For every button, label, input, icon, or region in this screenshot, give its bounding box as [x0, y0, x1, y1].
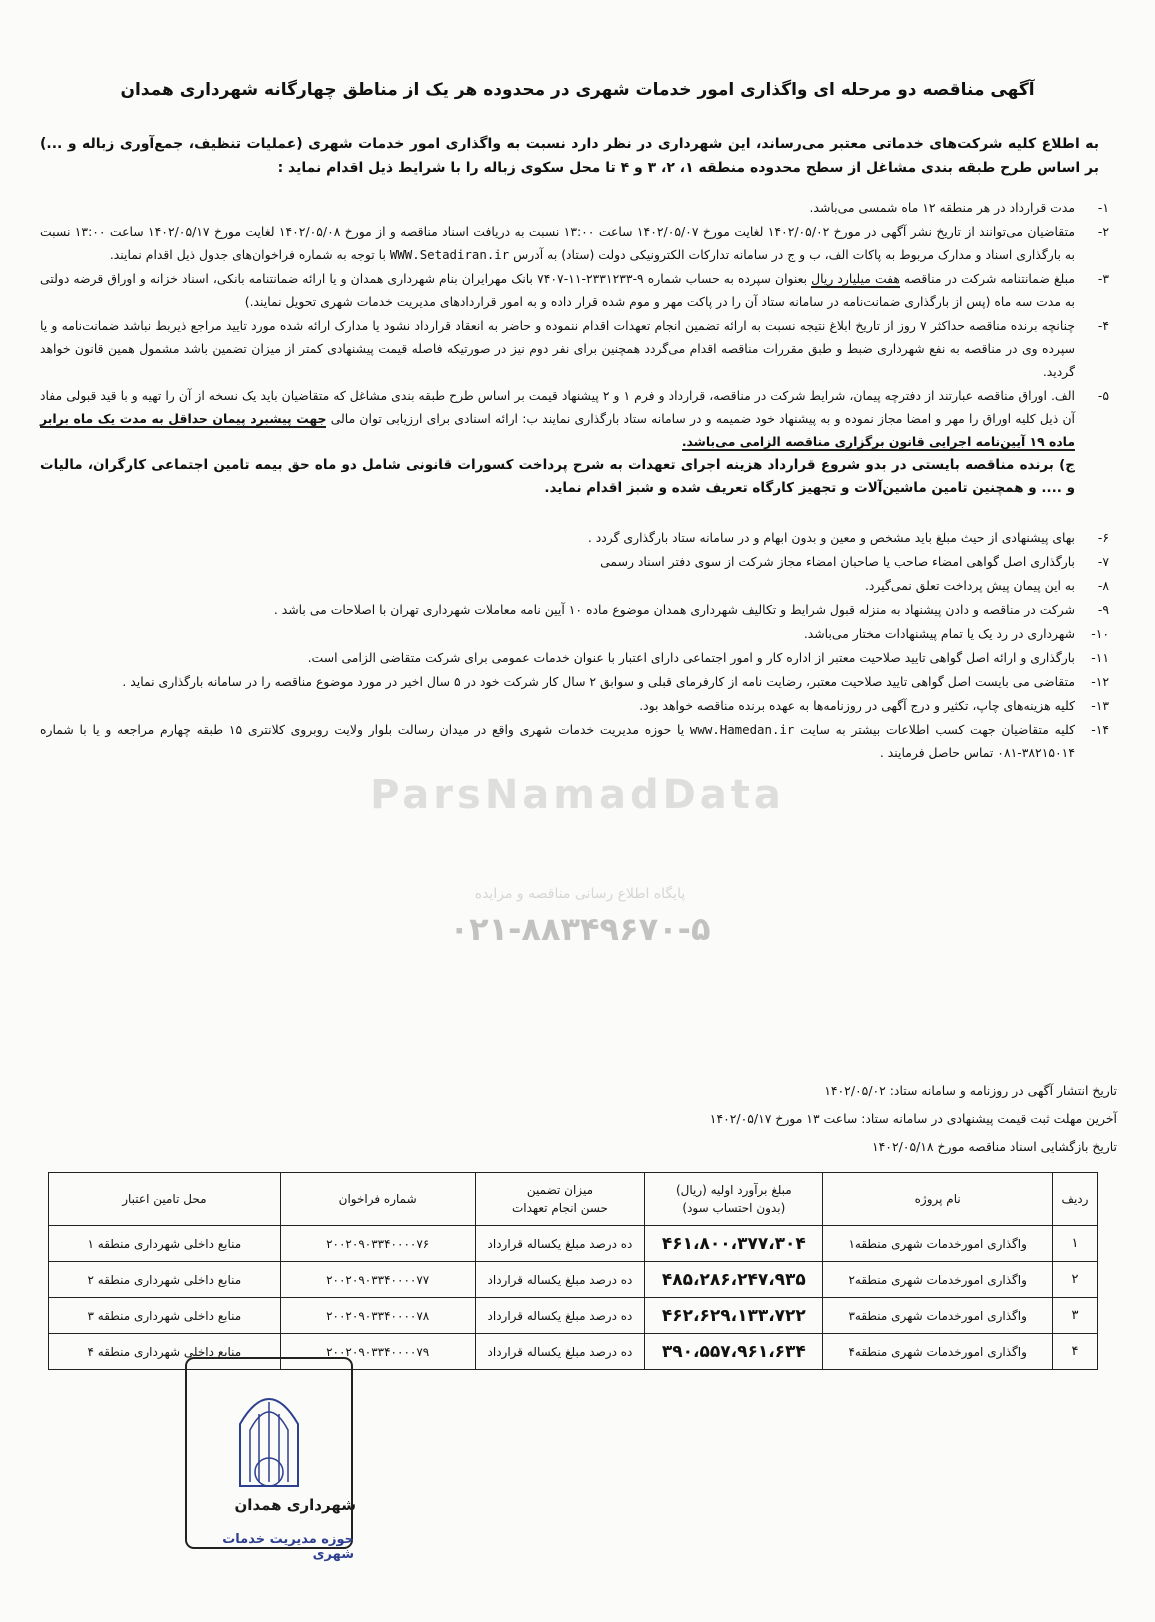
condition-item: [40, 574, 1109, 597]
cell-call-number: ۲۰۰۲۰۹۰۳۳۴۰۰۰۰۷۸: [280, 1298, 475, 1334]
watermark-brand: ParsNamadData: [370, 772, 785, 818]
notice-title: آگهی مناقصه دو مرحله ای واگذاری امور خدمات شهری در محدوده هر یک از مناطق چهارگانه شهرداری همدان: [120, 80, 1035, 100]
table-row: [49, 1298, 1098, 1334]
watermark-phone: ۰۲۱-۸۸۳۴۹۶۷۰-۵: [449, 910, 711, 948]
cell-project: واگذاری امورخدمات شهری منطقه۴: [823, 1334, 1053, 1370]
condition-item: [40, 526, 1109, 549]
condition-text: بارگذاری اصل گواهی امضاء صاحب یا صاحبان امضاء مجاز شرکت از سوی دفتر اسناد رسمی: [600, 554, 1075, 569]
condition-number: ۱۳-: [1091, 698, 1109, 713]
financial-requirement: جهت پیشبرد پیمان حداقل به مدت یک ماه برابر ماده ۱۹ آیین‌نامه اجرایی قانون برگزاری مناقصه الزامی می‌باشد.: [40, 411, 1075, 449]
stamp-emblem-icon: [180, 1354, 358, 1554]
cell-call-number: ۲۰۰۲۰۹۰۳۳۴۰۰۰۰۷۹: [280, 1334, 475, 1370]
cell-funding: منابع داخلی شهرداری منطقه ۱: [49, 1226, 281, 1262]
cell-funding: منابع داخلی شهرداری منطقه ۴: [49, 1334, 281, 1370]
projects-table: [48, 1172, 1098, 1370]
cell-call-number: ۲۰۰۲۰۹۰۳۳۴۰۰۰۰۷۷: [280, 1262, 475, 1298]
table-row: [49, 1262, 1098, 1298]
condition-text: چنانچه برنده مناقصه حداکثر ۷ روز از تاریخ ابلاغ نتیجه نسبت به ارائه تضمین انجام تعهدات اقدام ننموده و حاضر به انعقاد قرارداد نشود یا مدارک ارائه شده مورد تایید مراجع ذیربط نباشد ضمانت‌نامه و یا سپرده وی در مناقصه به نفع شهرداری ضبط و طبق مقررات مناقصه اقدام می‌گردد همچنین برای نفر دوم نیز در صورتیکه فاصله قیمت پیشنهادی کمتر از میزان تضمین باشد مشمول همین قانون خواهد گردید.: [40, 318, 1075, 379]
conditions-list: [40, 196, 1109, 765]
condition-text-after: بعنوان سپرده به حساب شماره ۹-۲۳۳۱۲۳۳-۱۱-۷۴۰۷ بانک مهرایران بنام شهرداری همدان و یا ارائه ضمانتنامه بانکی، اسناد خزانه و اوراق قرضه دولتی به مدت سه ماه (پس از بارگذاری ضمانت‌نامه در سامانه ستاد آن را در پاکت مهر و موم شده قرار داده و به امور قراردادهای مدیریت خدمات شهری تحویل نمایند.): [40, 271, 1075, 309]
cell-funding: منابع داخلی شهرداری منطقه ۳: [49, 1298, 281, 1334]
cell-estimate: ۴۸۵،۲۸۶،۲۴۷،۹۳۵: [645, 1262, 823, 1298]
condition-text: ج) برنده مناقصه بایستی در بدو شروع قرارداد هزینه اجرای تعهدات به شرح پرداخت کسورات قانونی شامل دو ماه حق بیمه تامین اجتماعی کارگران، مالیات و .... و همچنین تامین ماشین‌آلات و تجهیز کارگاه تعریف شده و شبز اقدام نماید.: [40, 457, 1075, 496]
condition-text: بهای پیشنهادی از حیث مبلغ باید مشخص و معین و بدون ابهام و در سامانه ستاد بارگذاری گردد .: [587, 530, 1075, 545]
condition-text: مبلغ ضمانتنامه شرکت در مناقصه: [904, 271, 1075, 286]
condition-text: شرکت در مناقصه و دادن پیشنهاد به منزله قبول شرایط و تکالیف شهرداری همدان موضوع ماده ۱۰ آیین نامه معاملات شهرداری تهران با اصلاحات می باشد .: [273, 602, 1075, 617]
cell-guarantee: ده درصد مبلغ یکساله قرارداد: [475, 1334, 645, 1370]
condition-text: مدت قرارداد در هر منطقه ۱۲ ماه شمسی می‌باشد.: [809, 200, 1075, 215]
key-dates: [40, 1077, 1117, 1161]
header-call-number: شماره فراخوان: [280, 1173, 475, 1226]
cell-project: واگذاری امورخدمات شهری منطقه۳: [823, 1298, 1053, 1334]
cell-estimate: ۳۹۰،۵۵۷،۹۶۱،۶۳۴: [645, 1334, 823, 1370]
condition-item: [40, 694, 1109, 717]
header-estimate-label: مبلغ برآورد اولیه (ریال): [675, 1183, 792, 1197]
header-estimate-note: (بدون احتساب سود): [682, 1201, 786, 1215]
condition-item: [40, 718, 1109, 764]
condition-item: [40, 550, 1109, 573]
condition-number: ۱۴-: [1091, 722, 1109, 737]
condition-item: [40, 196, 1109, 219]
cell-estimate: ۴۶۱،۸۰۰،۳۷۷،۳۰۴: [645, 1226, 823, 1262]
header-guarantee-label: میزان تضمین: [526, 1183, 593, 1197]
condition-item: [40, 670, 1109, 693]
condition-text: به این پیمان پیش پرداخت تعلق نمی‌گیرد.: [864, 578, 1075, 593]
condition-text: کلیه متقاضیان جهت کسب اطلاعات بیشتر به سایت: [800, 722, 1075, 737]
condition-number: [1075, 454, 1109, 500]
condition-text: متقاضی می بایست اصل گواهی تایید صلاحیت معتبر، رضایت نامه از کارفرمای قبلی و سوابق ۲ سال کار شرکت خود در ۵ سال اخیر در مورد موضوع مناقصه را در سامانه بارگذاری نماید .: [122, 674, 1075, 689]
publish-date: تاریخ انتشار آگهی در روزنامه و سامانه ستاد: ۱۴۰۲/۰۵/۰۲: [824, 1083, 1117, 1098]
condition-number: ۳-: [1097, 271, 1109, 286]
condition-item: [40, 384, 1109, 453]
condition-item: [40, 220, 1109, 266]
condition-number: ۶-: [1097, 530, 1109, 545]
condition-number: ۱۰-: [1091, 626, 1109, 641]
condition-number: ۹-: [1097, 602, 1109, 617]
stamp-org-name: شهرداری همدان: [234, 1496, 356, 1514]
condition-text: کلیه هزینه‌های چاپ، تکثیر و درج آگهی در روزنامه‌ها به عهده برنده مناقصه خواهد بود.: [639, 698, 1075, 713]
condition-number: ۵-: [1097, 388, 1109, 403]
condition-text: بارگذاری و ارائه اصل گواهی تایید صلاحیت معتبر از اداره کار و امور اجتماعی دارای اعتبار با عنوان خدمات عمومی برای شرکت متقاضی الزامی است.: [307, 650, 1075, 665]
condition-number: ۷-: [1097, 554, 1109, 569]
header-guarantee: [475, 1173, 645, 1226]
cell-project: واگذاری امورخدمات شهری منطقه۱: [823, 1226, 1053, 1262]
cell-row-number: ۴: [1053, 1334, 1098, 1370]
condition-text: شهرداری در رد یک یا تمام پیشنهادات مختار می‌باشد.: [803, 626, 1075, 641]
condition-text-after: با توجه به شماره فراخوان‌های جدول ذیل اقدام نمایند.: [109, 247, 386, 262]
table-header-row: [49, 1173, 1098, 1226]
condition-item: [40, 646, 1109, 669]
watermark-subtitle: پایگاه اطلاع رسانی مناقصه و مزایده: [474, 886, 686, 902]
header-estimate: [645, 1173, 823, 1226]
condition-number: ۸-: [1097, 578, 1109, 593]
header-guarantee-note: حسن انجام تعهدات: [511, 1201, 608, 1215]
condition-item: [40, 454, 1109, 500]
header-funding: محل تامین اعتبار: [49, 1173, 281, 1226]
condition-number: ۴-: [1097, 318, 1109, 333]
condition-item: [40, 314, 1109, 383]
cell-estimate: ۴۶۲،۶۲۹،۱۳۳،۷۲۲: [645, 1298, 823, 1334]
submission-deadline: آخرین مهلت ثبت قیمت پیشنهادی در سامانه ستاد: ساعت ۱۳ مورخ ۱۴۰۲/۰۵/۱۷: [709, 1111, 1117, 1126]
guarantee-amount: هفت میلیارد ریال: [811, 271, 900, 286]
condition-item: [40, 622, 1109, 645]
condition-text-after: یا حوزه مدیریت خدمات شهری واقع در میدان رسالت بلوار ولایت روبروی کلانتری ۱۵ طبقه چهارم مراجعه و یا با شماره ۳۸۲۱۵۰۱۴-۰۸۱ تماس حاصل فرمایند .: [40, 722, 1075, 760]
cell-project: واگذاری امورخدمات شهری منطقه۲: [823, 1262, 1053, 1298]
cell-row-number: ۱: [1053, 1226, 1098, 1262]
cell-guarantee: ده درصد مبلغ یکساله قرارداد: [475, 1226, 645, 1262]
hamedan-link[interactable]: www.Hamedan.ir: [689, 722, 795, 737]
condition-text: متقاضیان می‌توانند از تاریخ نشر آگهی در مورخ ۱۴۰۲/۰۵/۰۲ لغایت مورخ ۱۴۰۲/۰۵/۰۷ ساعت ۱۳:۰۰ نسبت به دریافت اسناد مناقصه و از مورخ ۱۴۰۲/۰۵/۰۸ لغایت مورخ ۱۴۰۲/۰۵/۱۷ ساعت ۱۳:۰۰ نسبت به بارگذاری اسناد و مدارک مربوط به پاکات الف، ب و ج در سامانه تدارکات الکترونیکی دولت (ستاد) به آدرس: [40, 224, 1075, 262]
condition-item: [40, 598, 1109, 621]
table-row: [49, 1226, 1098, 1262]
condition-text: الف. اوراق مناقصه عبارتند از دفترچه پیمان، شرایط شرکت در مناقصه، قرارداد و فرم ۱ و ۲ پیشنهاد قیمت بر اساس طرح طبقه بندی مشاغل که متقاضیان باید یک نسخه از آن را تهیه و با قید قبولی مفاد آن ذیل کلیه اوراق را مهر و امضا مجاز نموده و به پیشنهاد خود ضمیمه و در سامانه ستاد بارگذاری نمایند ب: ارائه اسنادی برای ارزیابی توان مالی: [40, 388, 1075, 426]
header-project: نام پروژه: [823, 1173, 1053, 1226]
cell-row-number: ۳: [1053, 1298, 1098, 1334]
cell-guarantee: ده درصد مبلغ یکساله قرارداد: [475, 1298, 645, 1334]
condition-number: ۲-: [1097, 224, 1109, 239]
condition-number: ۱-: [1097, 200, 1109, 215]
condition-number: ۱۱-: [1091, 650, 1109, 665]
setadiran-link[interactable]: WWW.Setadiran.ir: [389, 247, 510, 262]
cell-call-number: ۲۰۰۲۰۹۰۳۳۴۰۰۰۰۷۶: [280, 1226, 475, 1262]
condition-item: [40, 267, 1109, 313]
stamp-department: حوزه مدیریت خدمات شهری: [222, 1532, 354, 1562]
condition-number: ۱۲-: [1091, 674, 1109, 689]
header-row-number: ردیف: [1053, 1173, 1098, 1226]
notice-intro: به اطلاع کلیه شرکت‌های خدماتی معتبر می‌رساند، این شهرداری در نظر دارد نسبت به واگذاری امور خدمات شهری (عملیات تنظیف، جمع‌آوری زباله و ...) بر اساس طرح طبقه بندی مشاغل از سطح محدوده منطقه ۱، ۲، ۳ و ۴ تا محل سکوی زباله را با شرایط ذیل اقدام نماید :: [40, 136, 1099, 176]
opening-date: تاریخ بازگشایی اسناد مناقصه مورخ ۱۴۰۲/۰۵/۱۸: [872, 1139, 1117, 1154]
cell-row-number: ۲: [1053, 1262, 1098, 1298]
municipality-stamp: [180, 1354, 358, 1562]
cell-funding: منابع داخلی شهرداری منطقه ۲: [49, 1262, 281, 1298]
cell-guarantee: ده درصد مبلغ یکساله قرارداد: [475, 1262, 645, 1298]
